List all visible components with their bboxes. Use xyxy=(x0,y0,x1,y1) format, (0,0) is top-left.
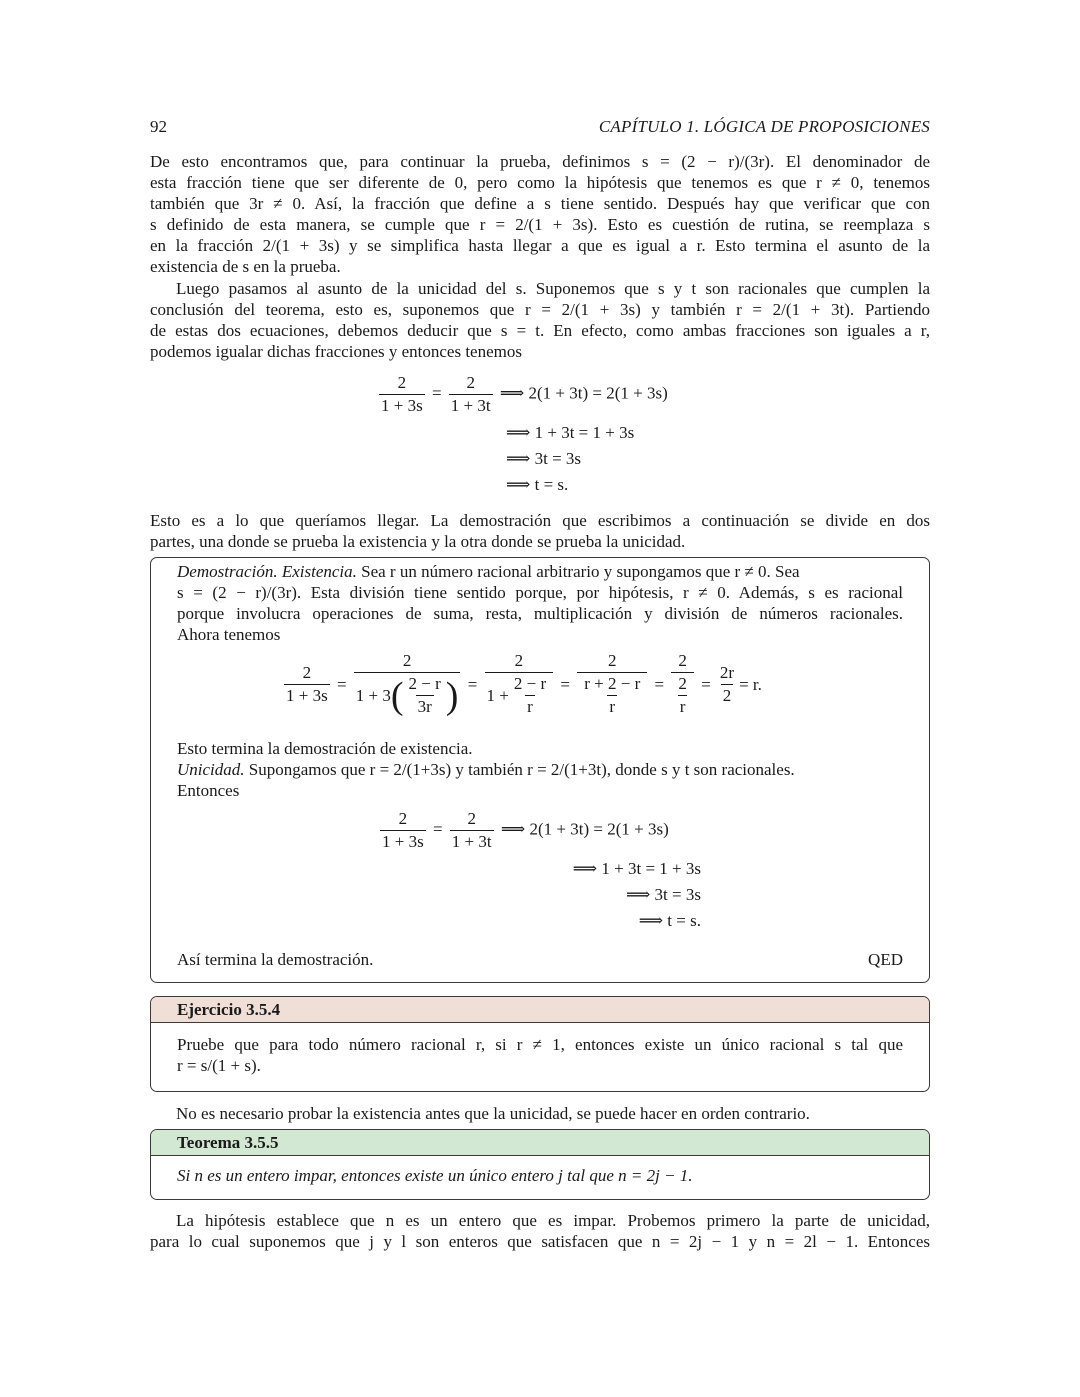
proof-box xyxy=(150,557,930,983)
text-line: Supongamos que r = 2/(1+3s) y también r = 2/(1+3t), donde s y t son racionales. xyxy=(244,760,795,779)
text-line: podemos igualar dichas fracciones y entonces tenemos xyxy=(150,342,522,361)
text-line: Sea r un número racional arbitrario y supongamos que r ≠ 0. Sea xyxy=(356,562,800,581)
equation-step: ⟹ 3t = 3s xyxy=(625,885,701,904)
text-line: Esto termina la demostración de existencia. xyxy=(177,739,473,758)
fraction: $\frac{2}{1 + 3t}$ xyxy=(450,373,491,415)
equation-step: ⟹ 1 + 3t = 1 + 3s xyxy=(506,423,635,442)
proof-closing: Así termina la demostración. xyxy=(177,950,374,969)
text-line: s = (2 − r)/(3r). Esta división tiene sentido porque, por hipótesis, r ≠ 0. Además, s es racional xyxy=(177,583,903,602)
running-header xyxy=(150,116,930,138)
qed-mark: QED xyxy=(868,950,903,969)
fraction: $\frac{2}{1 + 3s}$ xyxy=(381,373,423,415)
text-line: La hipótesis establece que n es un entero que es impar. Probemos primero la parte de unicidad, xyxy=(176,1211,930,1230)
text-line: en la fracción 2/(1 + 3s) y se simplifica hasta llegar a que es igual a r. Esto termina el asunto de la xyxy=(150,236,930,255)
text-line: conclusión del teorema, esto es, suponemos que r = 2/(1 + 3s) y también r = 2/(1 + 3t). Partiendo xyxy=(150,300,930,319)
text-line: partes, una donde se prueba la existencia y la otra donde se prueba la unicidad. xyxy=(150,532,686,551)
equation-step: ⟹ t = s. xyxy=(638,911,701,930)
text-line: porque involucra operaciones de suma, resta, multiplicación y división de números racionales. xyxy=(177,604,903,623)
equation-1-line-1: $\frac{2}{1 + 3s}$ = $\frac{2}{1 + 3t}$ ⟹ 2(1 + 3t) = 2(1 + 3s) xyxy=(381,373,668,415)
paragraph-hypothesis xyxy=(150,1210,930,1252)
uniqueness-label: Unicidad. xyxy=(177,760,245,779)
text-line: r = s/(1 + s). xyxy=(177,1056,261,1075)
text-line: para lo cual suponemos que j y l son enteros que satisfacen que n = 2j − 1 y n = 2l − 1. Entonces xyxy=(150,1232,930,1251)
paragraph-proof-intro xyxy=(150,510,930,552)
theorem-box xyxy=(150,1129,930,1200)
equation-step: ⟹ t = s. xyxy=(506,475,569,494)
theorem-title: Teorema 3.5.5 xyxy=(151,1130,929,1156)
text-line: Entonces xyxy=(177,781,240,800)
proof-label: Demostración. Existencia. xyxy=(177,562,357,581)
equation-step: ⟹ 3t = 3s xyxy=(506,449,582,468)
text-line: s definido de esta manera, se cumple que r = 2/(1 + 3s). Esto es cuestión de rutina, se reemplaza s xyxy=(150,215,930,234)
paragraph-uniqueness-discussion xyxy=(150,278,930,362)
page-number: 92 xyxy=(150,117,167,136)
uniqueness-equation-line-1: $\frac{2}{1 + 3s}$ = $\frac{2}{1 + 3t}$ ⟹ 2(1 + 3t) = 2(1 + 3s) xyxy=(382,809,669,851)
equation-step: ⟹ 2(1 + 3t) = 2(1 + 3s) xyxy=(499,383,668,403)
text-line: Pruebe que para todo número racional r, si r ≠ 1, entonces existe un único racional s tal que xyxy=(177,1035,903,1054)
paragraph-existence-discussion xyxy=(150,151,930,277)
text-line: existencia de s en la prueba. xyxy=(150,257,341,276)
paragraph-order-note: No es necesario probar la existencia antes que la unicidad, se puede hacer en orden contrario. xyxy=(176,1104,810,1123)
chapter-title: CAPÍTULO 1. LÓGICA DE PROPOSICIONES xyxy=(598,117,930,136)
exercise-box xyxy=(150,996,930,1092)
proof-existence-text xyxy=(177,561,903,645)
equation-step: ⟹ 1 + 3t = 1 + 3s xyxy=(572,859,701,878)
exercise-title: Ejercicio 3.5.4 xyxy=(151,997,929,1023)
text-line: Ahora tenemos xyxy=(177,625,281,644)
text-line: esta fracción tiene que ser diferente de 0, pero como la hipótesis que tenemos es que r ≠ 0, tenemos xyxy=(150,173,930,192)
text-line: también que 3r ≠ 0. Así, la fracción que define a s tiene sentido. Después hay que verificar que con xyxy=(150,194,930,213)
text-line: Esto es a lo que queríamos llegar. La demostración que escribimos a continuación se divide en dos xyxy=(150,511,930,530)
existence-equation-chain: $\frac{2}{1 + 3s}$ = 2 1 + 3 ( $\frac{2 - r}{3r}$ ) = 2 1 + $\frac{2 - r}{r}$ = $\frac{2}{\frac{r + 2 - r}{r}}$ = $\frac{2}{\frac{2}{r}}$ = $\frac{2r}{2}$ = r. xyxy=(286,651,762,717)
text-line: Luego pasamos al asunto de la unicidad del s. Suponemos que s y t son racionales que cumplen la xyxy=(176,279,930,298)
theorem-statement: Si n es un entero impar, entonces existe un único entero j tal que n = 2j − 1. xyxy=(177,1166,693,1185)
text-line: de estas dos ecuaciones, debemos deducir que s = t. En efecto, como ambas fracciones son iguales a r, xyxy=(150,321,930,340)
proof-uniqueness-text xyxy=(177,738,903,801)
text-line: De esto encontramos que, para continuar la prueba, definimos s = (2 − r)/(3r). El denominador de xyxy=(150,152,930,171)
